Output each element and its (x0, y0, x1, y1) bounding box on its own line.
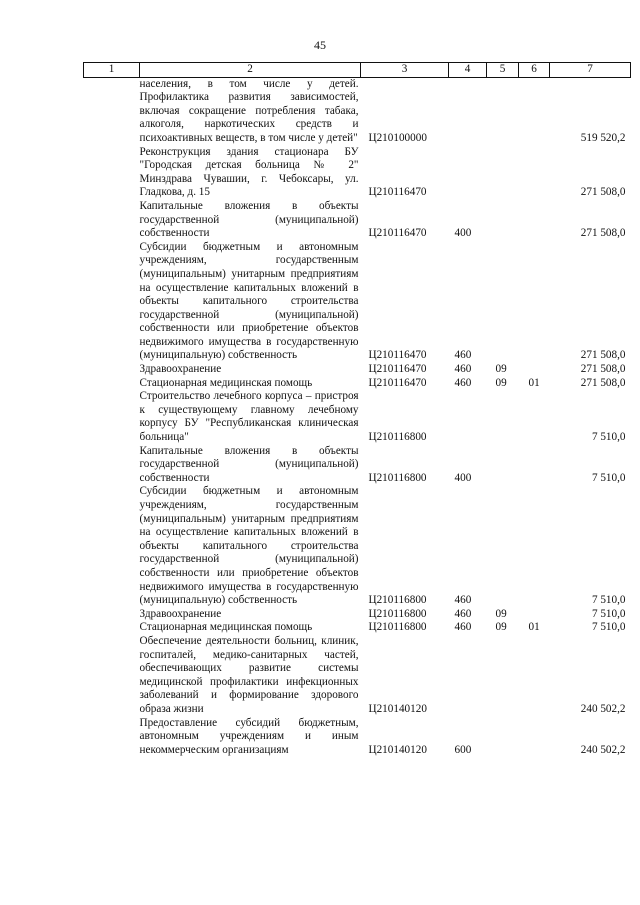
cell-subsection (519, 390, 550, 444)
cell-amount: 7 510,0 (591, 607, 626, 620)
cell-subsection: 01 (528, 376, 540, 389)
table-row (84, 485, 631, 607)
cell-expense-type: 460 (454, 607, 472, 620)
table-header-row (84, 63, 631, 78)
cell-section (487, 717, 519, 758)
column-header: 6 (519, 63, 550, 78)
cell-amount: 271 508,0 (580, 227, 626, 240)
cell-name: Капитальные вложения в объекты государственной (муниципальной) собственности (139, 199, 359, 240)
cell-expense-type: 460 (454, 349, 472, 362)
table-row (84, 621, 631, 635)
cell-subsection (519, 77, 550, 145)
cell-section (487, 485, 519, 607)
cell-name: Обеспечение деятельности больниц, клиник, госпиталей, медико-санитарных частей, обеспечивающих развитие системы медицинской профилактики инфекционных заболеваний и формирование здорового образа жизни (139, 634, 359, 715)
cell-target-code: Ц210116470 (368, 376, 427, 389)
cell-name: Субсидии бюджетным и автономным учреждениям, государственным (муниципальным) унитарным предприятиям на осуществление капитальных вложений в объекты капитального строительства государственной (муниципальной) собственности или приобретение объектов недвижимого имущества в государственную (муниципальную) собственность (139, 240, 359, 362)
page-number: 45 (314, 38, 326, 52)
table-row (84, 146, 631, 200)
column-header: 4 (449, 63, 487, 78)
column-header: 1 (84, 63, 140, 78)
cell-expense-type (449, 77, 487, 145)
table-row (84, 390, 631, 444)
cell-section (487, 635, 519, 717)
cell-amount: 7 510,0 (591, 594, 626, 607)
cell-target-code: Ц210116800 (368, 607, 427, 620)
cell-amount: 240 502,2 (580, 702, 626, 715)
cell-subsection (519, 485, 550, 607)
cell-expense-type: 460 (454, 594, 472, 607)
cell-subsection (519, 717, 550, 758)
cell-name: Стационарная медицинская помощь (139, 376, 313, 389)
cell-target-code: Ц210116800 (368, 594, 427, 607)
column-header: 3 (361, 63, 449, 78)
cell-subsection (519, 608, 550, 622)
cell-number (84, 621, 140, 635)
cell-subsection (519, 363, 550, 377)
cell-target-code: Ц210116470 (368, 186, 427, 199)
cell-expense-type (449, 635, 487, 717)
cell-target-code: Ц210116470 (368, 349, 427, 362)
cell-target-code: Ц210116470 (368, 227, 427, 240)
cell-amount: 271 508,0 (580, 376, 626, 389)
cell-amount: 271 508,0 (580, 186, 626, 199)
cell-subsection (519, 445, 550, 486)
column-header: 2 (140, 63, 361, 78)
cell-number (84, 608, 140, 622)
cell-expense-type: 460 (454, 621, 472, 634)
cell-target-code: Ц210140120 (368, 743, 427, 756)
cell-target-code: Ц210116800 (368, 431, 427, 444)
cell-expense-type: 460 (454, 376, 472, 389)
cell-number (84, 485, 140, 607)
cell-amount: 519 520,2 (580, 131, 626, 144)
table-row (84, 608, 631, 622)
cell-name: Капитальные вложения в объекты государственной (муниципальной) собственности (139, 444, 359, 484)
cell-name: Предоставление субсидий бюджетным, автономным учреждениям и иным некоммерческим организациям (139, 716, 359, 756)
table-row (84, 377, 631, 391)
cell-number (84, 445, 140, 486)
cell-number (84, 717, 140, 758)
column-header: 7 (550, 63, 631, 78)
cell-name: Здравоохранение (139, 363, 222, 376)
cell-subsection (519, 635, 550, 717)
cell-target-code: Ц210116800 (368, 471, 427, 484)
cell-name: Субсидии бюджетным и автономным учреждениям, государственным (муниципальным) унитарным предприятиям на осуществление капитальных вложений в объекты капитального строительства государственной (муниципальной) собственности или приобретение объектов недвижимого имущества в государственную (муниципальную) собственность (139, 485, 359, 607)
cell-section: 09 (495, 607, 507, 620)
cell-name: населения, в том числе у детей. Профилактика развития зависимостей, включая сокращение потребления табака, алкоголя, наркотических средств и психоактивных веществ, в том числе у детей" (139, 77, 359, 144)
table-row (84, 445, 631, 486)
table-row (84, 200, 631, 241)
cell-expense-type: 400 (454, 227, 472, 240)
table-body (84, 77, 631, 757)
cell-subsection: 01 (528, 621, 540, 634)
cell-expense-type: 600 (454, 743, 472, 756)
cell-name: Стационарная медицинская помощь (139, 621, 313, 634)
cell-name: Реконструкция здания стационара БУ "Городская детская больница № 2" Минздрава Чувашии, г. Чебоксары, ул. Гладкова, д. 15 (139, 145, 359, 199)
cell-amount: 271 508,0 (580, 363, 626, 376)
cell-number (84, 241, 140, 363)
cell-subsection (519, 146, 550, 200)
cell-number (84, 146, 140, 200)
cell-section: 09 (495, 621, 507, 634)
table-row (84, 635, 631, 717)
cell-section (487, 77, 519, 145)
table-row (84, 717, 631, 758)
cell-section (487, 146, 519, 200)
budget-table (83, 62, 631, 757)
cell-expense-type: 460 (454, 363, 472, 376)
cell-section: 09 (495, 376, 507, 389)
cell-number (84, 635, 140, 717)
table-row (84, 241, 631, 363)
cell-section (487, 445, 519, 486)
cell-amount: 271 508,0 (580, 349, 626, 362)
table-row (84, 77, 631, 145)
cell-target-code: Ц210116800 (368, 621, 427, 634)
table-row (84, 363, 631, 377)
cell-expense-type (449, 390, 487, 444)
cell-subsection (519, 200, 550, 241)
cell-number (84, 77, 140, 145)
cell-number (84, 390, 140, 444)
column-header: 5 (487, 63, 519, 78)
cell-expense-type (449, 146, 487, 200)
cell-section (487, 200, 519, 241)
cell-name: Строительство лечебного корпуса – пристроя к существующему главному лечебному корпусу БУ "Республиканская клиническая больница" (139, 390, 359, 444)
cell-amount: 7 510,0 (591, 431, 626, 444)
cell-number (84, 363, 140, 377)
cell-amount: 240 502,2 (580, 743, 626, 756)
cell-number (84, 200, 140, 241)
cell-number (84, 377, 140, 391)
cell-name: Здравоохранение (139, 607, 222, 620)
cell-expense-type: 400 (454, 471, 472, 484)
cell-target-code: Ц210100000 (368, 131, 427, 144)
cell-amount: 7 510,0 (591, 621, 626, 634)
cell-subsection (519, 241, 550, 363)
cell-section (487, 390, 519, 444)
cell-section (487, 241, 519, 363)
cell-target-code: Ц210140120 (368, 702, 427, 715)
cell-amount: 7 510,0 (591, 471, 626, 484)
cell-target-code: Ц210116470 (368, 363, 427, 376)
cell-section: 09 (495, 363, 507, 376)
